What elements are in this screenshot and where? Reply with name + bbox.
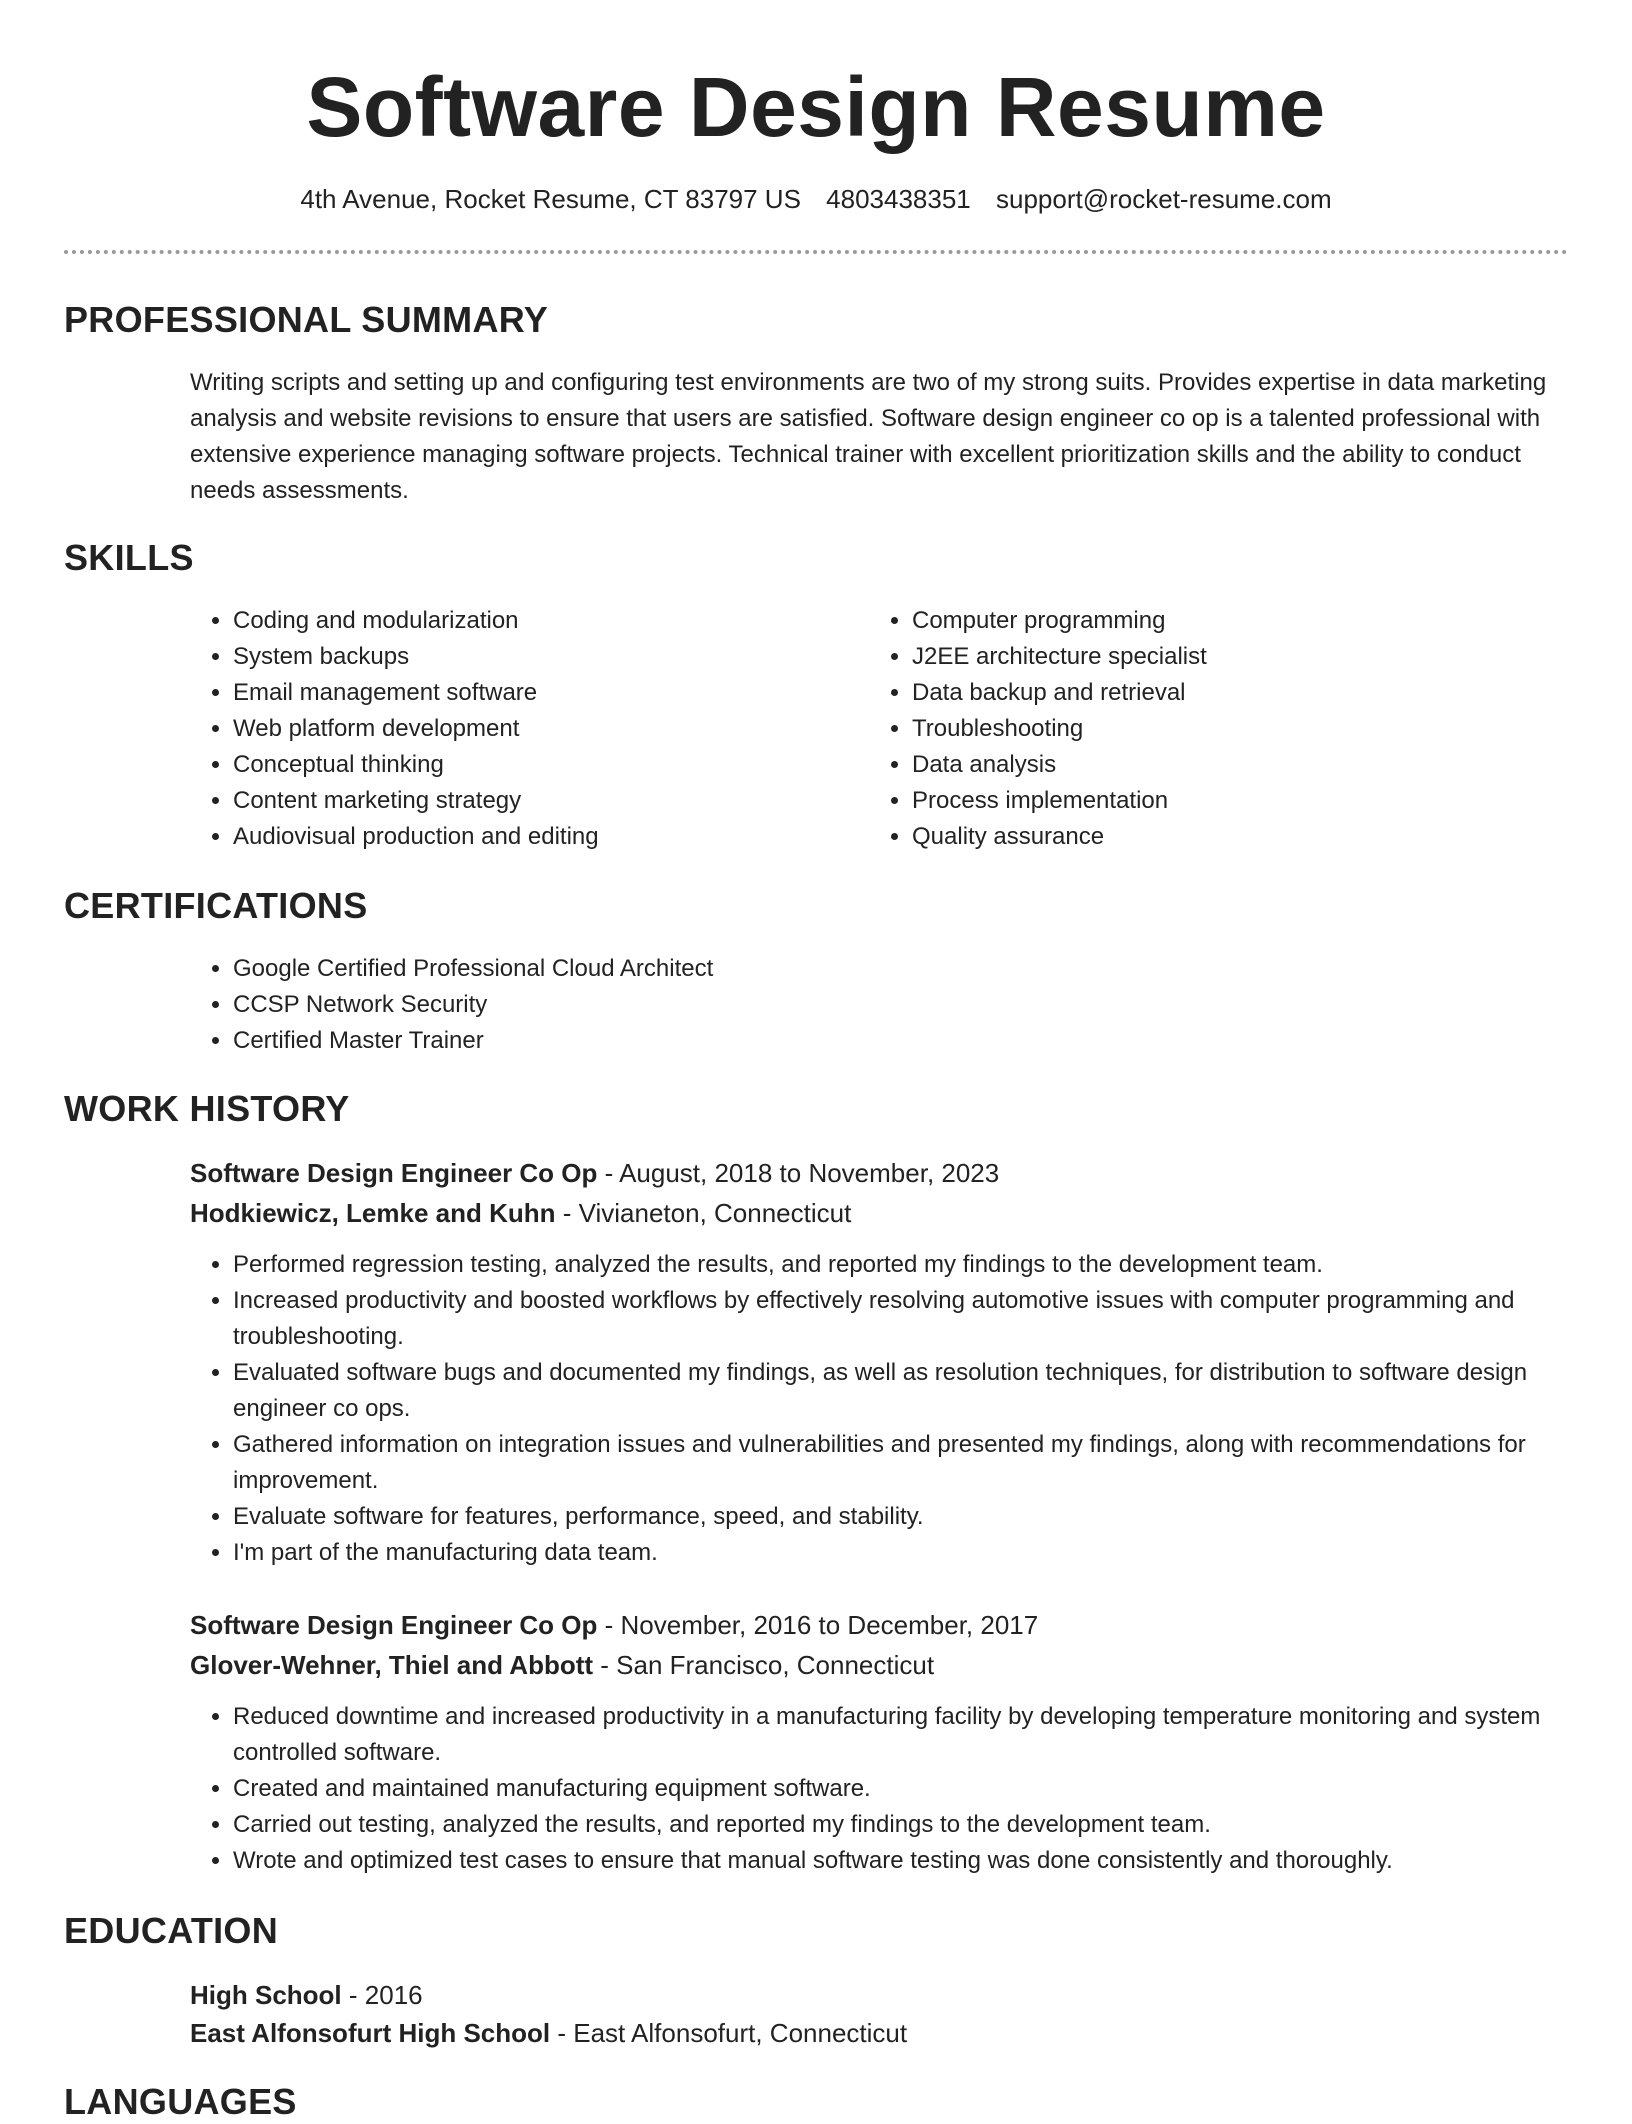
certifications-heading: CERTIFICATIONS [64,885,368,926]
job-2-dates: - November, 2016 to December, 2017 [597,1610,1039,1640]
job-1-company-line [190,1193,1570,1233]
job-1-company: Hodkiewicz, Lemke and Kuhn [190,1198,556,1228]
contact-email: support@rocket-resume.com [996,184,1332,214]
skill-item: • Data analysis [912,747,1552,783]
certification-item: • Certified Master Trainer [233,1023,1233,1059]
job-bullet: • Evaluate software for features, performance, speed, and stability. [233,1499,1593,1535]
skills-heading: SKILLS [64,537,194,578]
resume-title: Software Design Resume [306,60,1326,154]
skill-item: • System backups [233,639,833,675]
skill-item: • Content marketing strategy [233,783,833,819]
job-bullet: • I'm part of the manufacturing data team. [233,1535,1593,1571]
job-2-company: Glover-Wehner, Thiel and Abbott [190,1650,594,1680]
certification-item: • CCSP Network Security [233,987,1233,1023]
job-1-title-line [190,1153,1570,1193]
education-degree: High School [190,1980,342,2010]
job-bullet: • Reduced downtime and increased productivity in a manufacturing facility by developing temperature monitoring and system controlled software. [233,1699,1593,1771]
job-2-company-line [190,1645,1570,1685]
job-2-location: - San Francisco, Connecticut [593,1650,935,1680]
job-2-title-line [190,1605,1570,1645]
skill-item: • Process implementation [912,783,1552,819]
contact-line [0,181,1632,217]
summary-text: Writing scripts and setting up and configuring test environments are two of my strong suits. Provides expertise in data marketing analysis and website revisions to ensure that users are satisfied. Software design engineer co op is a talented professional with extensive experience managing software projects. Technical trainer with excellent prioritization skills and the ability to conduct needs assessments. [190,369,1547,504]
skill-item: • Email management software [233,675,833,711]
education-heading: EDUCATION [64,1910,279,1951]
job-1-bullets [189,1247,1593,1571]
job-2-bullets [189,1699,1593,1879]
job-1-location: - Vivianeton, Connecticut [555,1198,852,1228]
skill-item: • Quality assurance [912,819,1552,855]
skill-item: • Data backup and retrieval [912,675,1552,711]
skills-list-right [868,603,1552,855]
summary-heading: PROFESSIONAL SUMMARY [64,299,549,340]
skill-item: • Computer programming [912,603,1552,639]
contact-address: 4th Avenue, Rocket Resume, CT 83797 US [300,184,801,214]
education-location: - East Alfonsofurt, Connecticut [550,2018,908,2048]
contact-phone: 4803438351 [826,184,971,214]
job-bullet: • Gathered information on integration issues and vulnerabilities and presented my findings, along with recommendations for improvement. [233,1427,1593,1499]
skill-item: • Troubleshooting [912,711,1552,747]
languages-heading: LANGUAGES [64,2081,297,2122]
job-bullet: • Increased productivity and boosted workflows by effectively resolving automotive issues with computer programming and troubleshooting. [233,1283,1593,1355]
skill-item: • Coding and modularization [233,603,833,639]
job-bullet: • Created and maintained manufacturing equipment software. [233,1771,1593,1807]
job-1-dates: - August, 2018 to November, 2023 [597,1158,1000,1188]
skill-item: • Audiovisual production and editing [233,819,833,855]
work-history-heading: WORK HISTORY [64,1088,350,1129]
certification-item: • Google Certified Professional Cloud Architect [233,951,1233,987]
certifications-list [189,951,1233,1059]
header-divider [64,250,1568,254]
skill-item: • Web platform development [233,711,833,747]
skill-item: • Conceptual thinking [233,747,833,783]
education-school-line [190,2013,1570,2053]
education-school: East Alfonsofurt High School [190,2018,551,2048]
skills-list-left [189,603,833,855]
job-1-role: Software Design Engineer Co Op [190,1158,598,1188]
job-bullet: • Evaluated software bugs and documented my findings, as well as resolution techniques, for distribution to software design engineer co ops. [233,1355,1593,1427]
education-degree-line [190,1975,1570,2015]
job-bullet: • Performed regression testing, analyzed the results, and reported my findings to the development team. [233,1247,1593,1283]
skill-item: • J2EE architecture specialist [912,639,1552,675]
job-bullet: • Wrote and optimized test cases to ensure that manual software testing was done consistently and thoroughly. [233,1843,1593,1879]
education-year: - 2016 [341,1980,423,2010]
job-2-role: Software Design Engineer Co Op [190,1610,598,1640]
job-bullet: • Carried out testing, analyzed the results, and reported my findings to the development team. [233,1807,1593,1843]
